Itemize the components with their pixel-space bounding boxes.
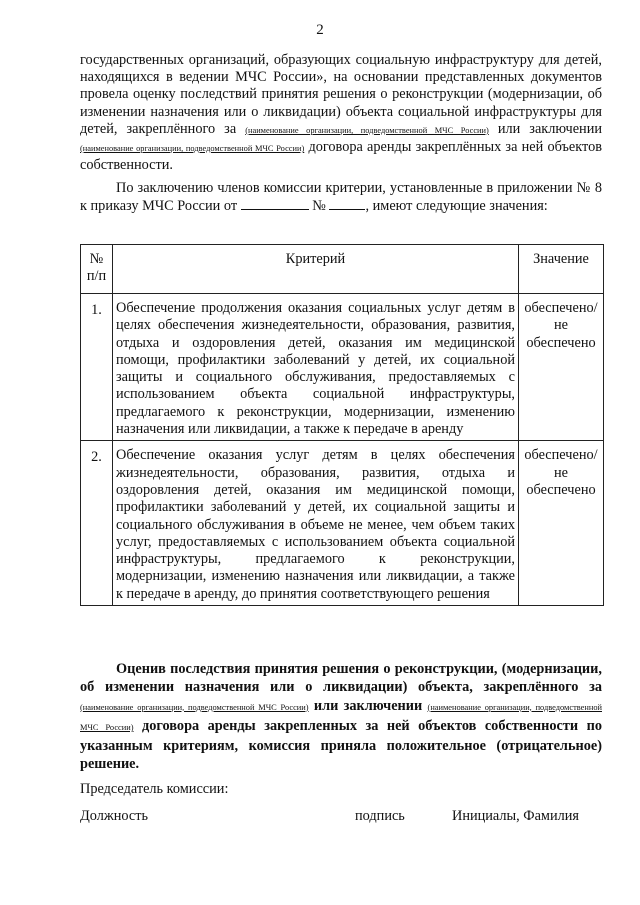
row-value: обеспечено/ не обеспечено bbox=[519, 294, 604, 441]
criteria-intro-paragraph bbox=[80, 180, 602, 215]
row-criterion: Обеспечение продолжения оказания социальных услуг детям в целях обеспечения жизнедеятельности, образования, развития, отдыха и оздоровления детей, оказания им медицинской помощи, профилактики заболеваний у детей, их социальной защиты и социального обслуживания, предоставляемых с использованием объекта социальной инфраструктуры, предлагаемого к реконструкции, модернизации, изменению назначения или ликвидации, а также к передаче в аренду bbox=[113, 294, 519, 441]
criteria-intro-c: , имеют следующие значения: bbox=[365, 198, 548, 215]
table-header-row bbox=[81, 245, 604, 294]
intro-paragraph bbox=[80, 52, 602, 174]
signature-sign: подпись bbox=[355, 808, 405, 824]
chairman-label: Председатель комиссии: bbox=[80, 781, 229, 797]
intro-text-c: договора аренды закреплённых за ней объектов собственности. bbox=[80, 139, 602, 174]
row-num: 1. bbox=[81, 294, 113, 441]
org-hint-1: (наименование организации, подведомственной МЧС России) bbox=[245, 125, 489, 135]
conclusion-text-a: Оценив последствия принятия решения о реконструкции, (модернизации, об изменении назначения или о ликвидации) объекта, закреплённого за bbox=[80, 661, 602, 696]
number-blank bbox=[329, 197, 365, 210]
org-hint-2: (наименование организации, подведомственной МЧС России) bbox=[80, 144, 305, 154]
conclusion-paragraph bbox=[80, 660, 602, 774]
header-num: № п/п bbox=[81, 245, 113, 294]
row-criterion: Обеспечение оказания услуг детям в целях обеспечения жизнедеятельности, образования, развития, отдыха и оздоровления детей, оказания им медицинской помощи, профилактики заболеваний у детей, их социальной защиты и социального обслуживания в объеме не менее, чем объем таких услуг, предоставляемых с использованием объекта социальной инфраструктуры, предлагаемого к реконструкции, модернизации, изменению назначения или ликвидации, а также к передаче в аренду, до принятия соответствующего решения bbox=[113, 441, 519, 606]
conclusion-org-hint-2: (наименование организации, подведомственной МЧС России) bbox=[80, 702, 602, 732]
date-blank bbox=[241, 197, 309, 210]
conclusion-org-hint-1: (наименование организации, подведомственной МЧС России) bbox=[80, 702, 309, 712]
criteria-intro-a: По заключению членов комиссии критерии, установленные в приложении № 8 к приказу МЧС России от bbox=[80, 180, 602, 215]
criteria-intro-b: № bbox=[308, 198, 330, 215]
signature-name: Инициалы, Фамилия bbox=[452, 808, 579, 824]
header-criterion: Критерий bbox=[113, 245, 519, 294]
signature-position: Должность bbox=[80, 808, 148, 824]
row-value: обеспечено/ не обеспечено bbox=[519, 441, 604, 606]
conclusion-text-c: договора аренды закрепленных за ней объектов собственности по указанным критериям, комиссия приняла положительное (отрицательное) решение. bbox=[80, 717, 602, 773]
header-value: Значение bbox=[519, 245, 604, 294]
conclusion-text-b: или заключении bbox=[308, 697, 428, 714]
table-row bbox=[81, 294, 604, 441]
table-row bbox=[81, 441, 604, 606]
row-num: 2. bbox=[81, 441, 113, 606]
criteria-table bbox=[80, 244, 604, 606]
intro-text-a: государственных организаций, образующих социальную инфраструктуру для детей, находящихся в ведении МЧС России», на основании представленных документов провела оценку последствий принятия решения о реконструкции (модернизации, об изменении назначения или о ликвидации) объекта социальной инфраструктуры для детей, закреплённого за bbox=[80, 52, 602, 137]
page-number: 2 bbox=[316, 22, 324, 38]
intro-text-b: или заключении bbox=[488, 120, 602, 137]
